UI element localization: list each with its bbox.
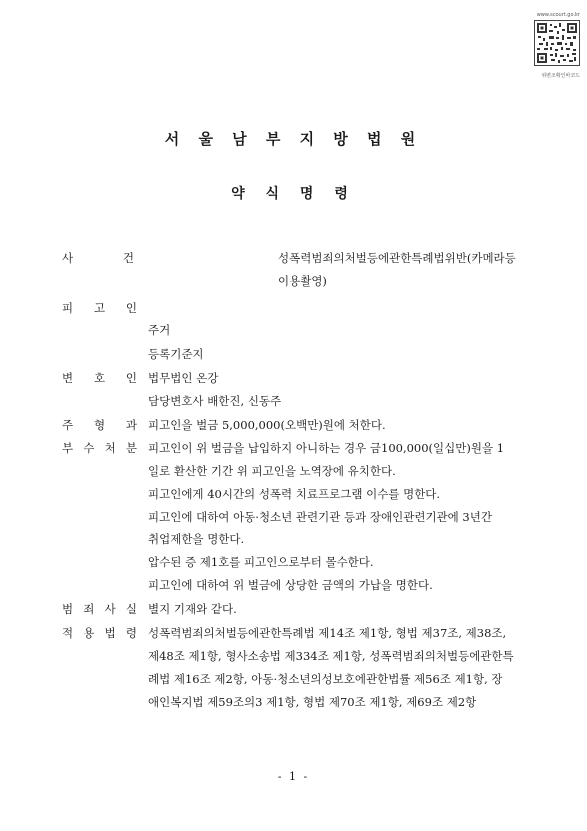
laws-line: 례법 제16조 제2항, 아동·청소년의성보호에관한법률 제56조 제1항, 장 (148, 672, 503, 686)
document-title: 약 식 명 령 (231, 186, 356, 202)
page-number: - 1 - (277, 770, 310, 783)
counsel-lawyers: 담당변호사 배한진, 신동주 (148, 394, 282, 408)
ancillary-line: 피고인에 대하여 아동·청소년 관련기관 등과 장애인관련기관에 3년간 (148, 510, 492, 524)
laws-line: 성폭력범죄의처벌등에관한특례법 제14조 제1항, 형법 제37조, 제38조, (148, 626, 507, 640)
case-name-cont: 이용촬영) (278, 274, 327, 288)
qr-caption: 위변조확인바코드 (541, 73, 580, 79)
counsel-label: 변 호 인 (62, 371, 137, 385)
ancillary-line: 피고인에 대하여 위 벌금에 상당한 금액의 가납을 명한다. (148, 578, 433, 592)
ancillary-line: 일로 환산한 기간 위 피고인을 노역장에 유치한다. (148, 464, 396, 478)
facts-label: 범 죄 사 실 (62, 602, 137, 616)
court-url: www.scourt.go.kr (536, 12, 580, 18)
registered-domicile-label: 등록기준지 (148, 347, 204, 361)
case-name: 성폭력범죄의처벌등에관한특례법위반(카메라등 (278, 251, 516, 265)
facts-text: 별지 기재와 같다. (148, 602, 237, 616)
court-name: 서 울 남 부 지 방 법 원 (164, 130, 423, 148)
laws-line: 애인복지법 제59조의3 제1항, 형법 제70조 제1항, 제69조 제2항 (148, 695, 477, 709)
ancillary-line: 압수된 증 제1호를 피고인으로부터 몰수한다. (148, 555, 374, 569)
case-label: 사 건 (62, 251, 134, 265)
qr-code-icon (534, 20, 580, 66)
laws-line: 제48조 제1항, 형사소송법 제334조 제1항, 성폭력범죄의처벌등에관한특 (148, 649, 514, 663)
ancillary-line: 취업제한을 명한다. (148, 532, 245, 546)
sentence-text: 피고인을 벌금 5,000,000(오백만)원에 처한다. (148, 418, 386, 432)
verification-qr (520, 12, 580, 79)
laws-label: 적 용 법 령 (62, 626, 137, 640)
sentence-label: 주 형 과 (62, 418, 137, 432)
defendant-label: 피 고 인 (62, 301, 137, 315)
address-label: 주거 (148, 323, 171, 337)
counsel-firm: 법무법인 온강 (148, 371, 219, 385)
ancillary-label: 부 수 처 분 (62, 441, 137, 455)
ancillary-line: 피고인에게 40시간의 성폭력 치료프로그램 이수를 명한다. (148, 487, 441, 501)
ancillary-line: 피고인이 위 벌금을 납입하지 아니하는 경우 금100,000(일십만)원을 1 (148, 441, 505, 455)
